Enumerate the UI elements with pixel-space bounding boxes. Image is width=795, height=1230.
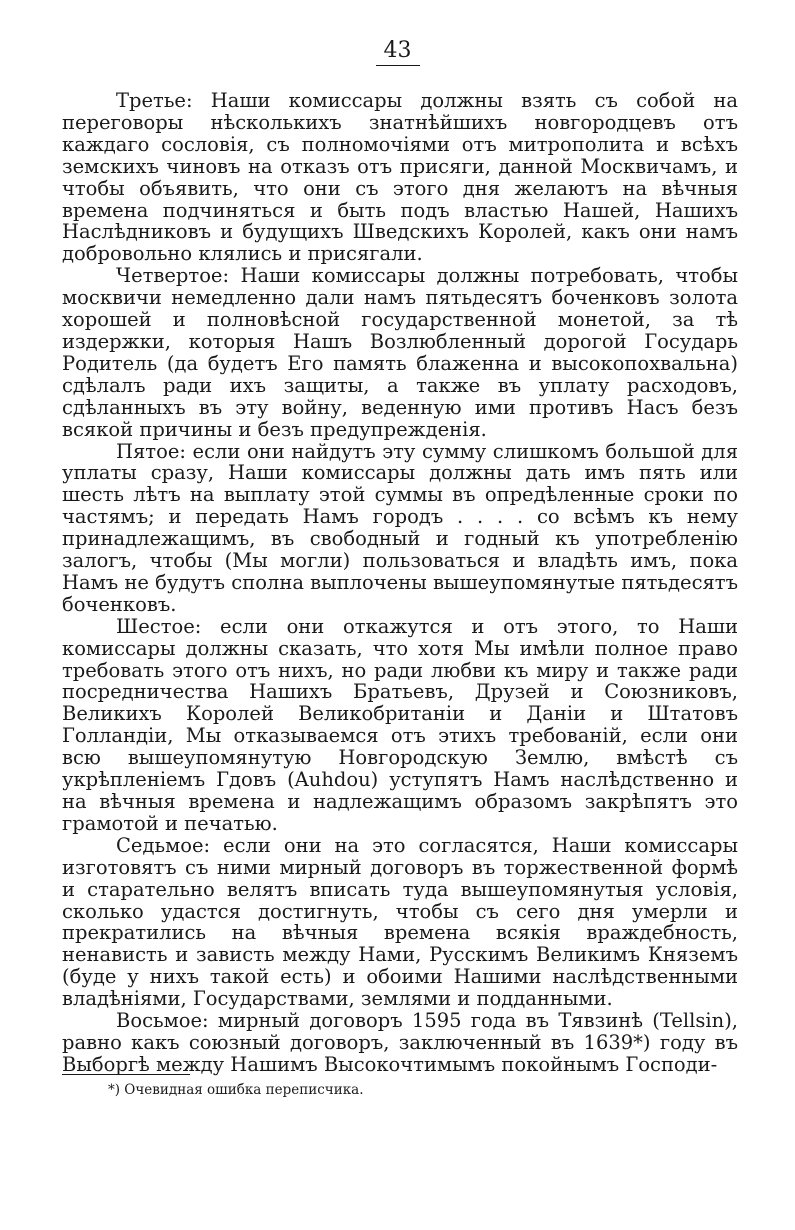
paragraph-sixth: Шестое: если они откажутся и отъ этого, то Наши комиссары должны сказать, что хотя Мы имѣли полное право требовать этого отъ нихъ, но ради любви къ миру и также ради посредничества Нашихъ Братьевъ, Друзей и Союзниковъ, Великихъ Королей Великобританіи и Даніи и Штатовъ Голландіи, Мы отказываемся отъ этихъ требованій, если они всю вышеупомянутую Новгородскую Землю, вмѣстѣ съ укрѣпленіемъ Гдовъ (Auhdou) уступятъ Намъ наслѣдственно и на вѣчныя времена и надлежащимъ образомъ закрѣпятъ это грамотой и печатью.: [62, 614, 738, 835]
page-number: [0, 38, 795, 66]
paragraph-eighth: Восьмое: мирный договоръ 1595 года въ Тявзинѣ (Tellsin), равно какъ союзный договоръ, заключенный въ 1639*) году въ Выборгѣ между Нашимъ Высокочтимымъ покойнымъ Господи-: [62, 1009, 738, 1076]
paragraph-fifth: Пятое: если они найдутъ эту сумму слишкомъ большой для уплаты сразу, Наши комиссары должны дать имъ пять или шесть лѣтъ на выплату этой суммы въ опредѣленные сроки по частямъ; и передать Намъ городъ . . . . со всѣмъ къ нему принадлежащимъ, въ свободный и годный къ употребленію залогъ, чтобы (Мы могли) пользоваться и владѣть имъ, пока Намъ не будутъ сполна выплочены вышеупомянутые пятьдесятъ боченковъ.: [62, 439, 738, 616]
paragraph-fourth: Четвертое: Наши комиссары должны потребовать, чтобы москвичи немедленно дали намъ пятьдесятъ боченковъ золота хорошей и полновѣсной государственной монетой, за тѣ издержки, которыя Нашъ Возлюбленный дорогой Государь Родитель (да будетъ Его память блаженна и высокопохвальна) сдѣлалъ ради ихъ защиты, а также въ уплату расходовъ, сдѣланныхъ въ эту войну, веденную ими противъ Насъ безъ всякой причины и безъ предупрежденія.: [62, 264, 738, 441]
footnote: *) Очевидная ошибка переписчика.: [108, 1082, 364, 1098]
paragraph-third: Третье: Наши комиссары должны взять съ собой на переговоры нѣсколькихъ знатнѣйшихъ новгородцевъ отъ каждаго сословія, съ полномочіями отъ митрополита и всѣхъ земскихъ чиновъ на отказъ отъ присяги, данной Москвичамъ, и чтобы объявить, что они съ этого дня желаютъ на вѣчныя времена подчиняться и быть подъ властью Нашей, Нашихъ Наслѣдниковъ и будущихъ Шведскихъ Королей, какъ они намъ добровольно клялись и присягали.: [62, 89, 738, 266]
footnote-divider: [62, 1074, 190, 1075]
page-number-text: 43: [376, 39, 420, 66]
paragraph-seventh: Седьмое: если они на это согласятся, Наши комиссары изготовятъ съ ними мирный договоръ въ торжественной формѣ и старательно велятъ вписать туда вышеупомянутыя условія, сколько удастся достигнуть, чтобы съ сего дня умерли и прекратились на вѣчныя времена всякія враждебность, ненависть и зависть между Нами, Русскимъ Великимъ Княземъ (буде у нихъ такой есть) и обоими Нашими наслѣдственными владѣніями, Государствами, землями и подданными.: [62, 833, 738, 1011]
body-text: [62, 90, 738, 1076]
